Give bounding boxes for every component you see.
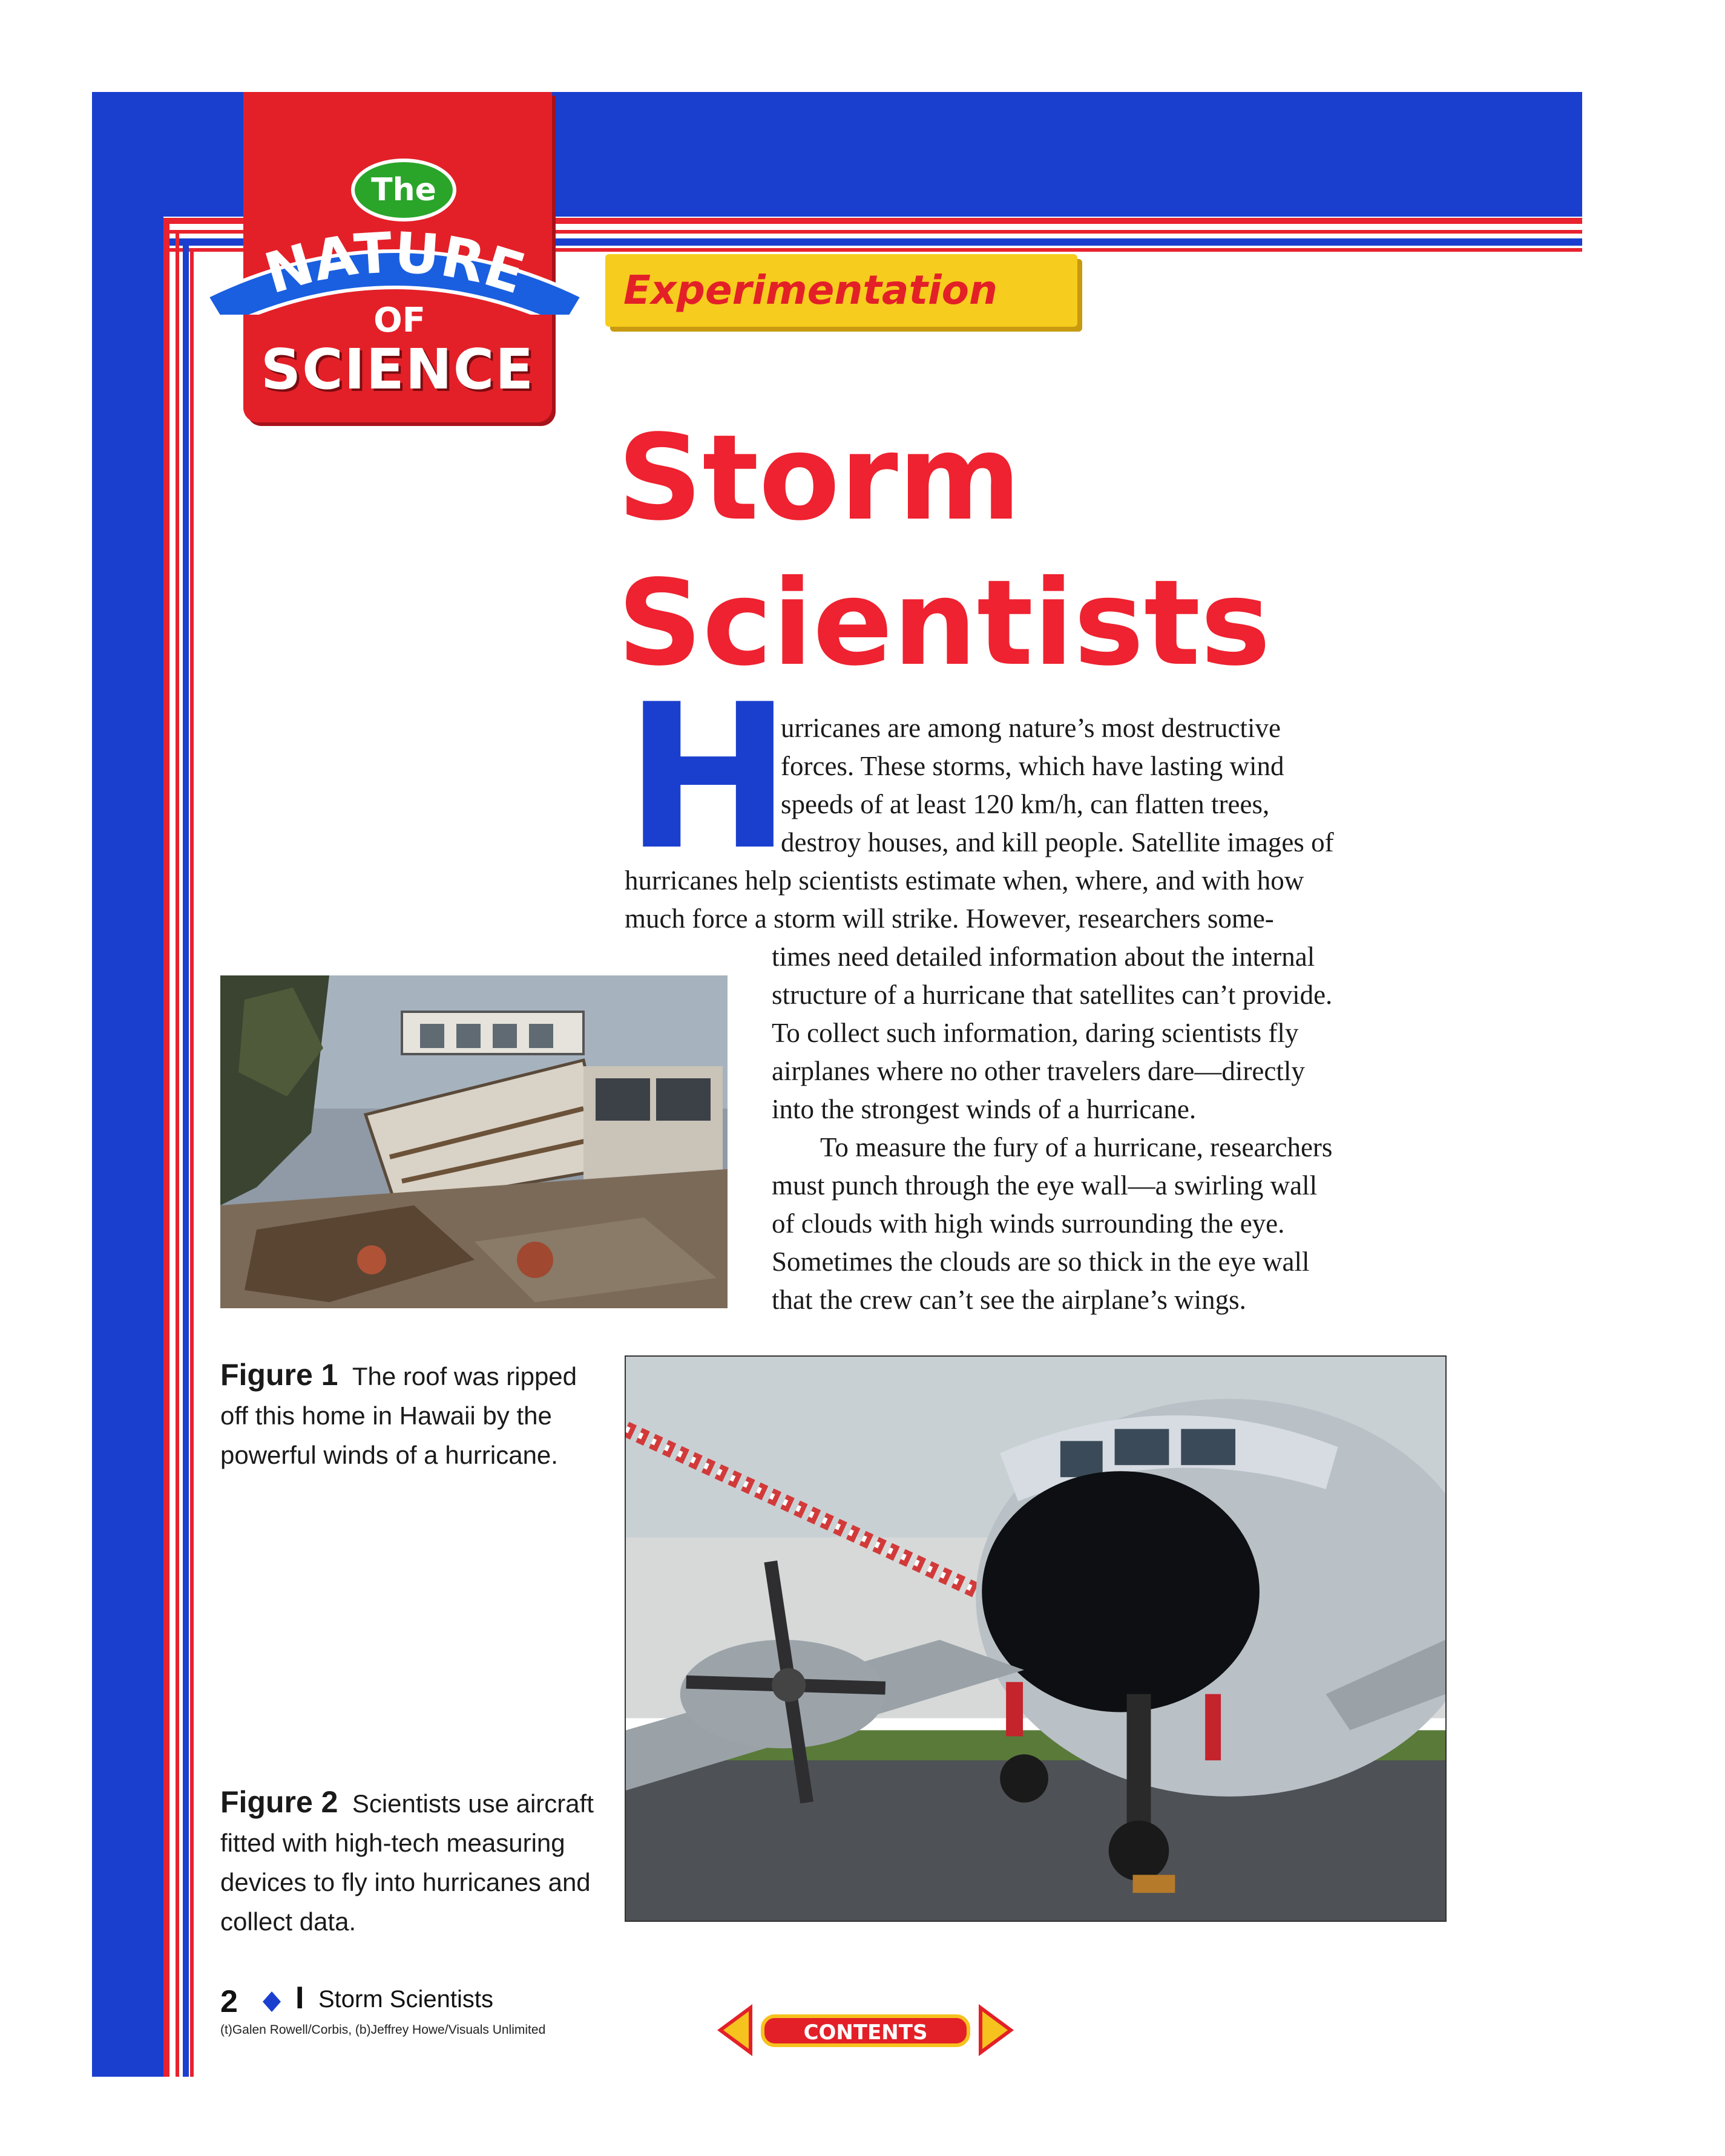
diamond-icon [261,1987,282,2017]
next-arrow-icon[interactable] [981,2008,1011,2053]
figure-2-caption-line: collect data. [220,1907,356,1936]
figure-2-photo [625,1355,1447,1922]
article-line: structure of a hurricane that satellites can’t provide. [772,980,1333,1010]
figure-1-photo [220,975,728,1308]
frame-stripe [183,238,189,2077]
section-banner-label: Experimentation [623,267,997,313]
page-number: 2 [220,1984,238,2019]
figure-1-caption [220,1355,596,1475]
article-line: To measure the fury of a hurricane, researchers [820,1132,1333,1162]
article-line: of clouds with high winds surrounding the eye. [772,1208,1285,1239]
article-line: urricanes are among nature’s most destructive [781,713,1281,743]
left-frame-bar [92,92,163,2077]
figure-2-caption-line: Scientists use aircraft [352,1789,594,1818]
page-title-line-2: Scientists [617,554,1271,692]
unit-label: I [295,1981,304,2016]
article-line: destroy houses, and kill people. Satellite images of [781,827,1334,857]
article-line: much force a storm will strike. However, researchers some- [625,903,1274,934]
article-line: Sometimes the clouds are so thick in the eye wall [772,1247,1310,1277]
frame-stripe [176,230,179,2077]
previous-arrow-icon[interactable] [720,2008,751,2053]
page-title-line-1: Storm [617,409,1021,546]
article-line: into the strongest winds of a hurricane. [772,1094,1197,1124]
contents-button[interactable] [763,2016,968,2045]
badge-science-label: SCIENCE [260,337,535,402]
figure-1-label: Figure 1 [220,1358,338,1392]
photo-credit: (t)Galen Rowell/Corbis, (b)Jeffrey Howe/Visuals Unlimited [220,2023,546,2037]
figure-2-caption [220,1783,596,1941]
figure-2-caption-line: devices to fly into hurricanes and [220,1868,591,1896]
article-line: forces. These storms, which have lasting wind [781,751,1284,781]
article-line: hurricanes help scientists estimate when, where, and with how [625,865,1304,896]
badge-the-label: The [351,159,456,221]
contents-nav [714,2003,1017,2057]
badge-nature-label: NATURE [257,224,533,307]
contents-label: CONTENTS [803,2020,928,2045]
figure-1-caption-line: The roof was ripped [352,1362,577,1391]
footer-title: Storm Scientists [318,1986,493,2013]
frame-stripe [190,248,194,2077]
drop-cap: H [625,661,792,894]
article-line: speeds of at least 120 km/h, can flatten trees, [781,789,1270,819]
figure-1-caption-line: off this home in Hawaii by the [220,1401,552,1430]
figure-2-caption-line: fitted with high-tech measuring [220,1829,565,1857]
article-line: times need detailed information about the internal [772,942,1315,972]
article-line: must punch through the eye wall—a swirling wall [772,1170,1318,1201]
article-line: To collect such information, daring scientists fly [772,1018,1299,1048]
figure-1-caption-line: powerful winds of a hurricane. [220,1441,558,1469]
article-line: that the crew can’t see the airplane’s wings. [772,1285,1246,1315]
frame-stripe [163,218,169,2077]
article-line: airplanes where no other travelers dare—directly [772,1056,1305,1086]
figure-2-label: Figure 2 [220,1785,338,1819]
badge-of-label: OF [373,301,426,340]
